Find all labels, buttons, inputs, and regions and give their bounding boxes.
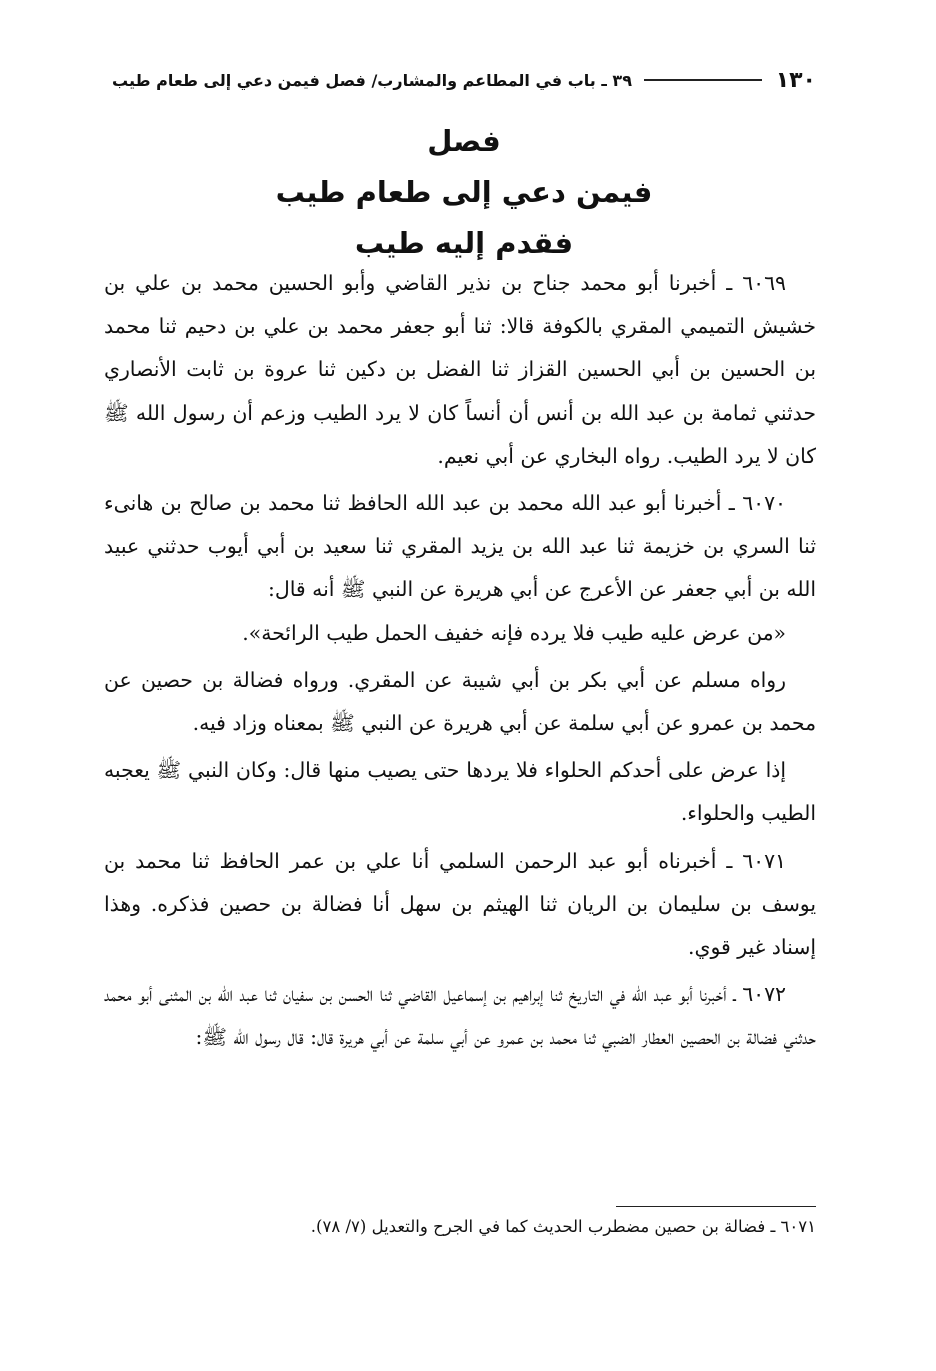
hadith-6070: ٦٠٧٠ ـ أخبرنا أبو عبد الله محمد بن عبد الله الحافظ ثنا محمد بن صالح بن هانىء ثنا السري بن خزيمة ثنا عبد الله بن يزيد المقري ثنا سعيد بن أبي أيوب حدثني عبيد الله بن أبي جعفر عن الأعرج عن أبي هريرة عن النبي ﷺ أنه قال: (104, 491, 816, 602)
hadith-6069: ٦٠٦٩ ـ أخبرنا أبو محمد جناح بن نذير القاضي وأبو الحسين محمد بن علي بن خشيش التميمي المقري بالكوفة قالا: ثنا أبو جعفر محمد بن علي بن دحيم ثنا محمد بن الحسين بن أبي الحسين القزاز ثنا الفضل بن دكين ثنا عروة بن ثابت الأنصاري حدثني ثمامة بن عبد الله بن أنس أن أنساً كان لا يرد الطيب وزعم أن رسول الله ﷺ كان لا يرد الطيب. رواه البخاري عن أبي نعيم. (104, 271, 816, 468)
prophetic-quote: «من عرض عليه طيب فلا يرده فإنه خفيف الحمل طيب الرائحة». (242, 620, 786, 645)
footnote: ٦٠٧١ ـ فضالة بن حصين مضطرب الحديث كما في الجرح والتعديل (٧/ ٧٨). (310, 1217, 816, 1236)
hadith-6072: ٦٠٧٢ ـ أخبرنا أبو عبد الله في التاريخ ثنا إبراهيم بن إسماعيل القاضي ثنا الحسن بن سفيان ثنا عبد الله بن المثنى أبو محمد حدثني فضالة بن الحصين العطار الضبي ثنا محمد بن عمرو عن أبي سلمة عن أبي هريرة قال: قال رسول الله ﷺ: (104, 982, 816, 1050)
header-rule (644, 79, 762, 81)
additional-wording: إذا عرض على أحدكم الحلواء فلا يردها حتى يصيب منها قال: وكان النبي ﷺ يعجبه الطيب والحلواء. (104, 758, 816, 826)
running-header-title: ٣٩ ـ باب في المطاعم والمشارب/ فصل فيمن دعي إلى طعام طيب (112, 70, 632, 90)
page-number: ١٣٠ (775, 67, 816, 93)
heading-line-2: فيمن دعي إلى طعام طيب (275, 175, 653, 209)
section-heading (112, 116, 816, 269)
running-header (112, 62, 816, 98)
heading-line-1: فصل (427, 124, 501, 158)
narration-note: رواه مسلم عن أبي بكر بن أبي شيبة عن المقري. ورواه فضالة بن حصين عن محمد بن عمرو عن أبي سلمة عن أبي هريرة عن النبي ﷺ بمعناه وزاد فيه. (104, 667, 816, 736)
hadith-6071: ٦٠٧١ ـ أخبرناه أبو عبد الرحمن السلمي أنا علي بن عمر الحافظ ثنا محمد بن يوسف بن سليمان بن الريان ثنا الهيثم بن سهل أنا فضالة بن حصين فذكره. وهذا إسناد غير قوي. (104, 848, 816, 960)
footnote-rule (616, 1206, 816, 1207)
heading-line-3: فقدم إليه طيب (354, 226, 574, 260)
body-text (104, 262, 816, 1060)
